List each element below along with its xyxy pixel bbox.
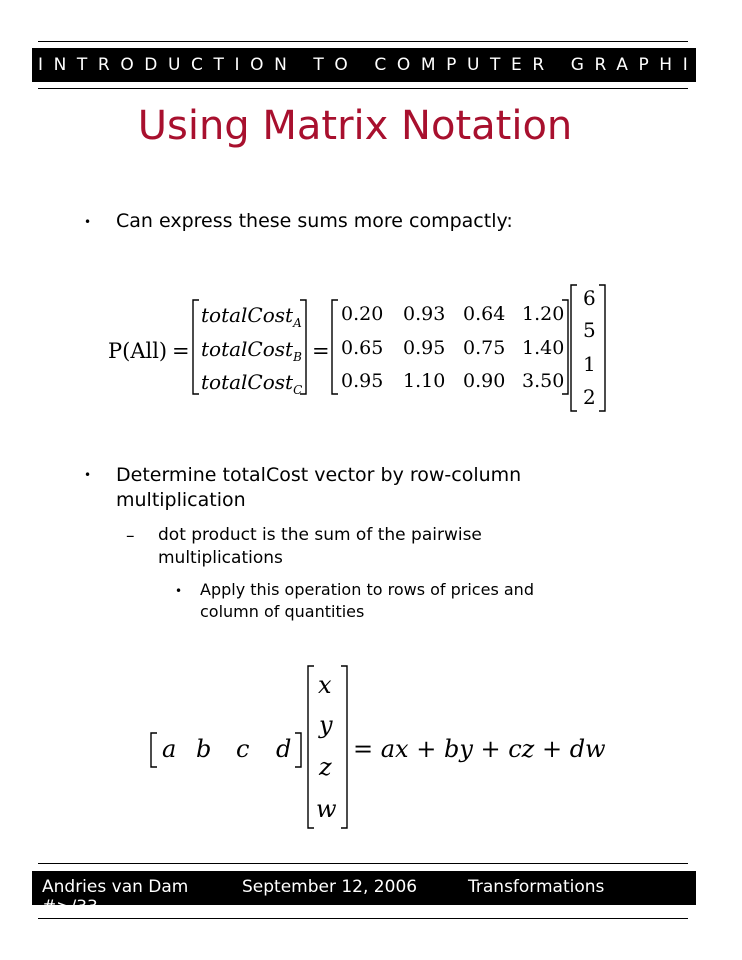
eq1-equals-2: = — [312, 339, 330, 363]
bullet-2-text-line1: Determine totalCost vector by row-column — [116, 464, 522, 486]
matrix-cell: 1.40 — [522, 337, 565, 359]
eq1-equals-1: = — [172, 339, 190, 363]
bullet-marker: • — [84, 468, 92, 482]
column-entry: y — [319, 711, 333, 739]
matrix-cell: 0.65 — [341, 337, 384, 359]
row-entry: a — [162, 735, 177, 763]
column-entry: z — [319, 753, 332, 781]
eq1-lhs: P(All) — [108, 339, 168, 363]
header-bottom-rule — [38, 88, 688, 89]
sub-bullet-text-line2: multiplications — [158, 548, 283, 568]
row-entry: b — [196, 735, 212, 763]
footer-page-number: #>/33 — [42, 897, 98, 917]
footer-author: Andries van Dam — [42, 877, 189, 897]
matrix-cell: 0.95 — [341, 370, 384, 392]
vector-entry-c: totalCost$_C$ — [201, 370, 303, 397]
matrix-cell: 0.64 — [463, 303, 506, 325]
quantity-left-bracket — [571, 285, 577, 411]
footer-topic: Transformations — [468, 877, 605, 897]
header-top-rule — [38, 41, 688, 42]
sub-bullet-marker: – — [126, 526, 135, 546]
bullet-marker: • — [175, 584, 183, 598]
dot-product-result: = ax + by + cz + dw — [353, 735, 606, 763]
vector-entry-a: totalCost$_A$ — [201, 303, 302, 330]
matrix-cell: 1.20 — [522, 303, 565, 325]
subsub-bullet-text-line1: Apply this operation to rows of prices and — [200, 580, 534, 599]
vector-entry-b: totalCost$_B$ — [201, 337, 302, 364]
footer-bottom-rule — [38, 918, 688, 919]
footer-bar — [32, 871, 696, 917]
footer-top-rule — [38, 863, 688, 864]
matrix-cell: 1.10 — [403, 370, 446, 392]
equation-dot-product — [0, 660, 720, 835]
course-title: INTRODUCTION TO COMPUTER GRAPHICS — [38, 55, 742, 75]
equation-matrix-product — [0, 280, 720, 420]
matrix-cell: 3.50 — [522, 370, 565, 392]
column-entry: w — [316, 795, 337, 823]
matrix-cell: 0.90 — [463, 370, 506, 392]
column-right-bracket — [341, 666, 347, 828]
row-right-bracket — [295, 733, 301, 767]
bullet-1-text: Can express these sums more compactly: — [116, 210, 513, 232]
vector-left-bracket — [193, 300, 199, 394]
sub-bullet-text-line1: dot product is the sum of the pairwise — [158, 525, 482, 545]
quantity-entry: 2 — [583, 385, 596, 409]
matrix-cell: 0.95 — [403, 337, 446, 359]
matrix-cell: 0.75 — [463, 337, 506, 359]
row-entry: c — [236, 735, 250, 763]
quantity-entry: 1 — [583, 352, 596, 376]
row-entry: d — [276, 735, 292, 763]
header-bar — [32, 48, 742, 82]
quantity-right-bracket — [599, 285, 605, 411]
bullet-marker: • — [84, 215, 92, 229]
matrix-cell: 0.20 — [341, 303, 384, 325]
matrix-cell: 0.93 — [403, 303, 446, 325]
footer-date: September 12, 2006 — [242, 877, 418, 897]
quantity-entry: 5 — [583, 318, 596, 342]
matrix-left-bracket — [332, 300, 338, 394]
subsub-bullet-text-line2: column of quantities — [200, 602, 365, 621]
column-entry: x — [318, 671, 332, 699]
vector-right-bracket — [300, 300, 306, 394]
bullet-2-text-line2: multiplication — [116, 489, 246, 511]
column-left-bracket — [308, 666, 314, 828]
quantity-entry: 6 — [583, 286, 596, 310]
row-left-bracket — [151, 733, 157, 767]
slide-title: Using Matrix Notation — [137, 103, 573, 149]
